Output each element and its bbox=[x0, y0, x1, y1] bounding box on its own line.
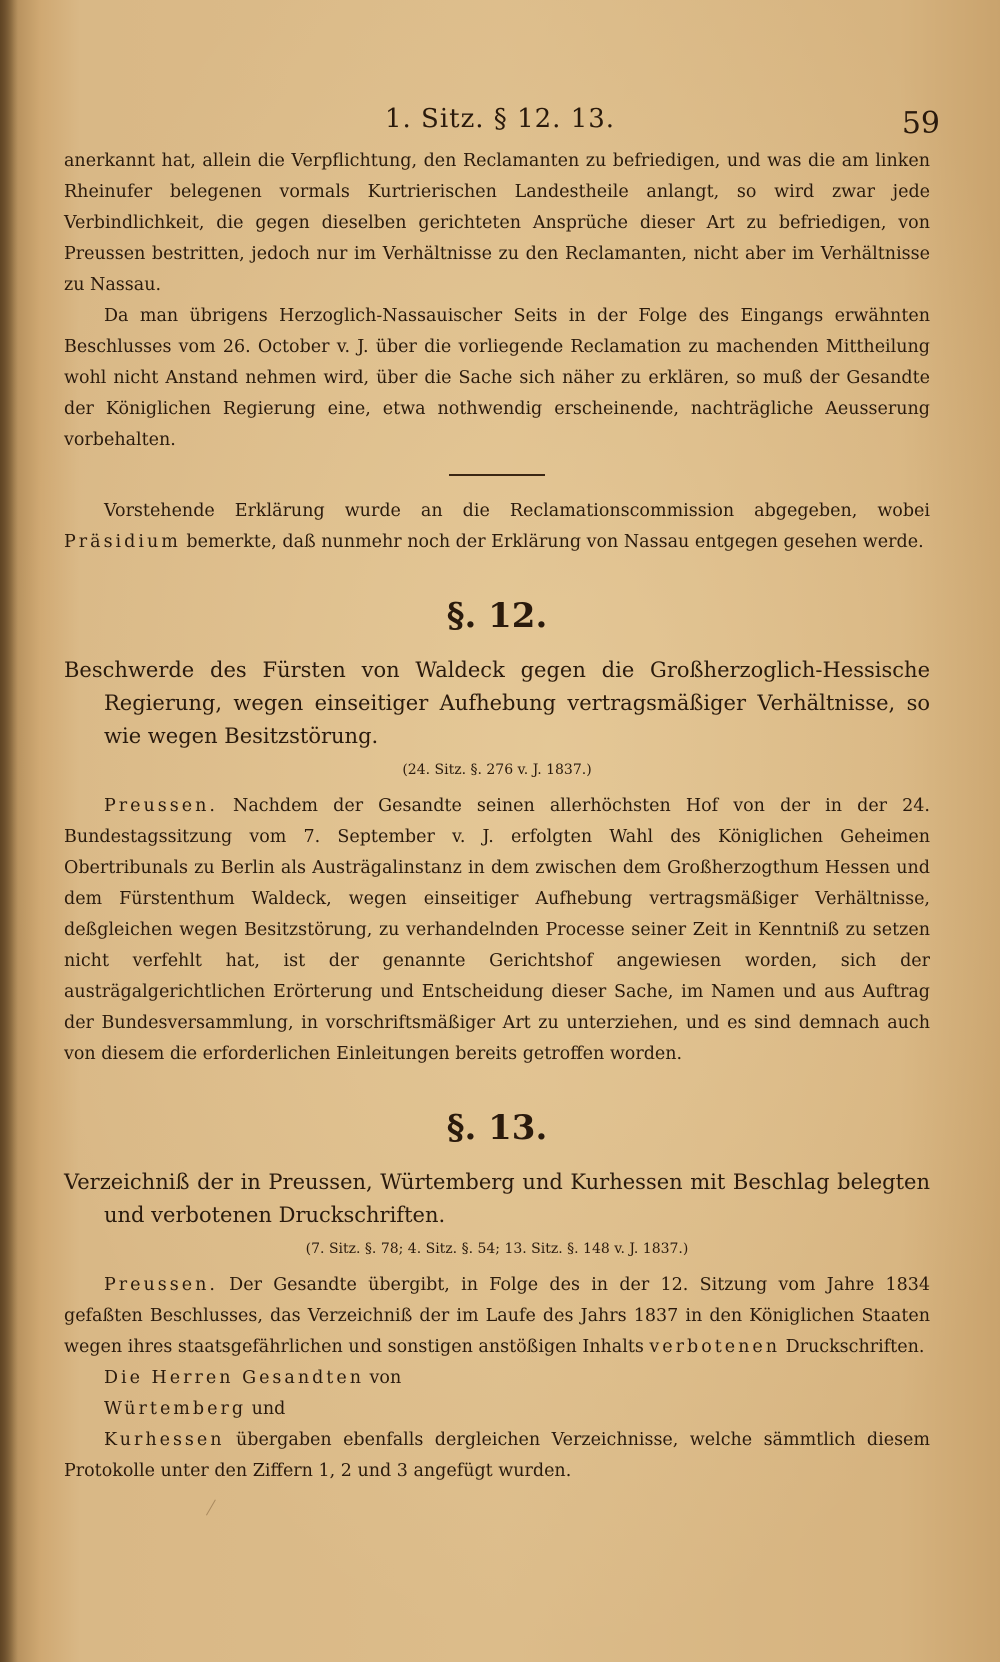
separator-rule bbox=[449, 474, 545, 476]
closing-text-b: bemerkte, daß nunmehr noch der Erklärung von Nassau entgegen gesehen werde. bbox=[180, 532, 924, 552]
section-13-body bbox=[64, 1270, 930, 1363]
running-title: 1. Sitz. § 12. 13. bbox=[384, 104, 616, 134]
envoys-rest: von bbox=[363, 1368, 402, 1388]
page-header bbox=[60, 104, 940, 140]
section-13-line-envoys bbox=[64, 1363, 930, 1394]
page-body bbox=[64, 146, 930, 1487]
section-12-title: Beschwerde des Fürsten von Waldeck gegen die Großherzoglich-Hessische Regierung, wegen einseitiger Aufhebung vertragsmäßiger Verhältnisse, so wie wegen Besitzstörung. bbox=[64, 658, 930, 748]
section-13-heading: §. 13. bbox=[446, 1108, 548, 1148]
closing-text-a: Vorstehende Erklärung wurde an die Reclamationscommission abgegeben, wobei bbox=[104, 501, 930, 521]
envoys-spaced: Die Herren Gesandten bbox=[104, 1368, 364, 1388]
paragraph-reservation: Da man übrigens Herzoglich-Nassauischer Seits in der Folge des Eingangs erwähnten Beschlusses vom 26. October v. J. über die vorliegende Reclamation zu machenden Mittheilung wohl nicht Anstand nehmen wird, über die Sache sich näher zu erklären, so muß der Gesandte der Königlichen Regierung eine, etwa nothwendig erscheinende, nachträgliche Aeusserung vorbehalten. bbox=[64, 306, 930, 450]
section-13-speaker: Preussen. bbox=[104, 1275, 218, 1295]
section-12-text: Nachdem der Gesandte seinen allerhöchsten Hof von der in der 24. Bundestagssitzung vom 7. September v. J. erfolgten Wahl des Königlichen Geheimen Obertribunals zu Berlin als Austrägalinstanz in dem zwischen dem Großherzogthum Hessen und dem Fürstenthum Waldeck, wegen einseitiger Aufhebung vertragsmäßiger Verhältnisse, deßgleichen wegen Besitzstörung, zu verhandelnden Processe seiner Zeit in Kenntniß zu setzen nicht verfehlt hat, ist der genannte Gerichtshof angewiesen worden, sich der austrägalgerichtlichen Erörterung und Entscheidung dieser Sache, im Namen und aus Auftrag der Bundesversammlung, in vorschriftsmäßiger Art zu unterziehen, und es sind demnach auch von diesem die erforderlichen Einleitungen bereits getroffen worden. bbox=[64, 796, 930, 1064]
paper-blemish bbox=[206, 1499, 221, 1518]
paragraph-continuation: anerkannt hat, allein die Verpflichtung, den Reclamanten zu befriedigen, und was die am linken Rheinufer belegenen vormals Kurtrierischen Landestheile anlangt, so wird zwar jede Verbindlichkeit, die gegen dieselben gerichteten Ansprüche dieser Art zu befriedigen, von Preussen bestritten, jedoch nur im Verhältnisse zu den Reclamanten, nicht aber im Verhältnisse zu Nassau. bbox=[64, 151, 930, 295]
section-13-text-b: Druckschriften. bbox=[780, 1337, 925, 1357]
section-13-text-a: Der Gesandte übergibt, in Folge des in der 12. Sitzung vom Jahre 1834 gefaßten Beschlusses, das Verzeichniß der im Laufe des Jahrs 1837 in den Königlichen Staaten wegen ihres staatsgefährlichen und sonstigen anstößigen Inhalts bbox=[64, 1275, 930, 1357]
section-13-spaced-word: verbotenen bbox=[649, 1337, 781, 1357]
section-12-body bbox=[64, 791, 930, 1070]
section-12-speaker: Preussen. bbox=[104, 796, 218, 816]
section-13-line-kurhessen bbox=[64, 1425, 930, 1487]
section-12-heading: §. 12. bbox=[446, 596, 548, 636]
section-13-citation: (7. Sitz. §. 78; 4. Sitz. §. 54; 13. Sitz. §. 148 v. J. 1837.) bbox=[305, 1241, 689, 1257]
section-12-citation: (24. Sitz. §. 276 v. J. 1837.) bbox=[402, 762, 592, 778]
book-gutter-shadow bbox=[0, 0, 18, 1662]
kurhessen-rest: übergaben ebenfalls dergleichen Verzeichnisse, welche sämmtlich diesem Protokolle unter den Ziffern 1, 2 und 3 angefügt wurden. bbox=[64, 1430, 930, 1481]
page-number: 59 bbox=[901, 106, 940, 141]
wuertemberg-rest: und bbox=[246, 1399, 286, 1419]
kurhessen-spaced: Kurhessen bbox=[104, 1430, 225, 1450]
paragraph-closing bbox=[64, 496, 930, 558]
wuertemberg-spaced: Würtemberg bbox=[104, 1399, 247, 1419]
section-13-title: Verzeichniß der in Preussen, Würtemberg und Kurhessen mit Beschlag belegten und verbotenen Druckschriften. bbox=[64, 1170, 930, 1227]
closing-spaced-word: Präsidium bbox=[64, 532, 181, 552]
section-13-line-wuertemberg bbox=[64, 1394, 930, 1425]
